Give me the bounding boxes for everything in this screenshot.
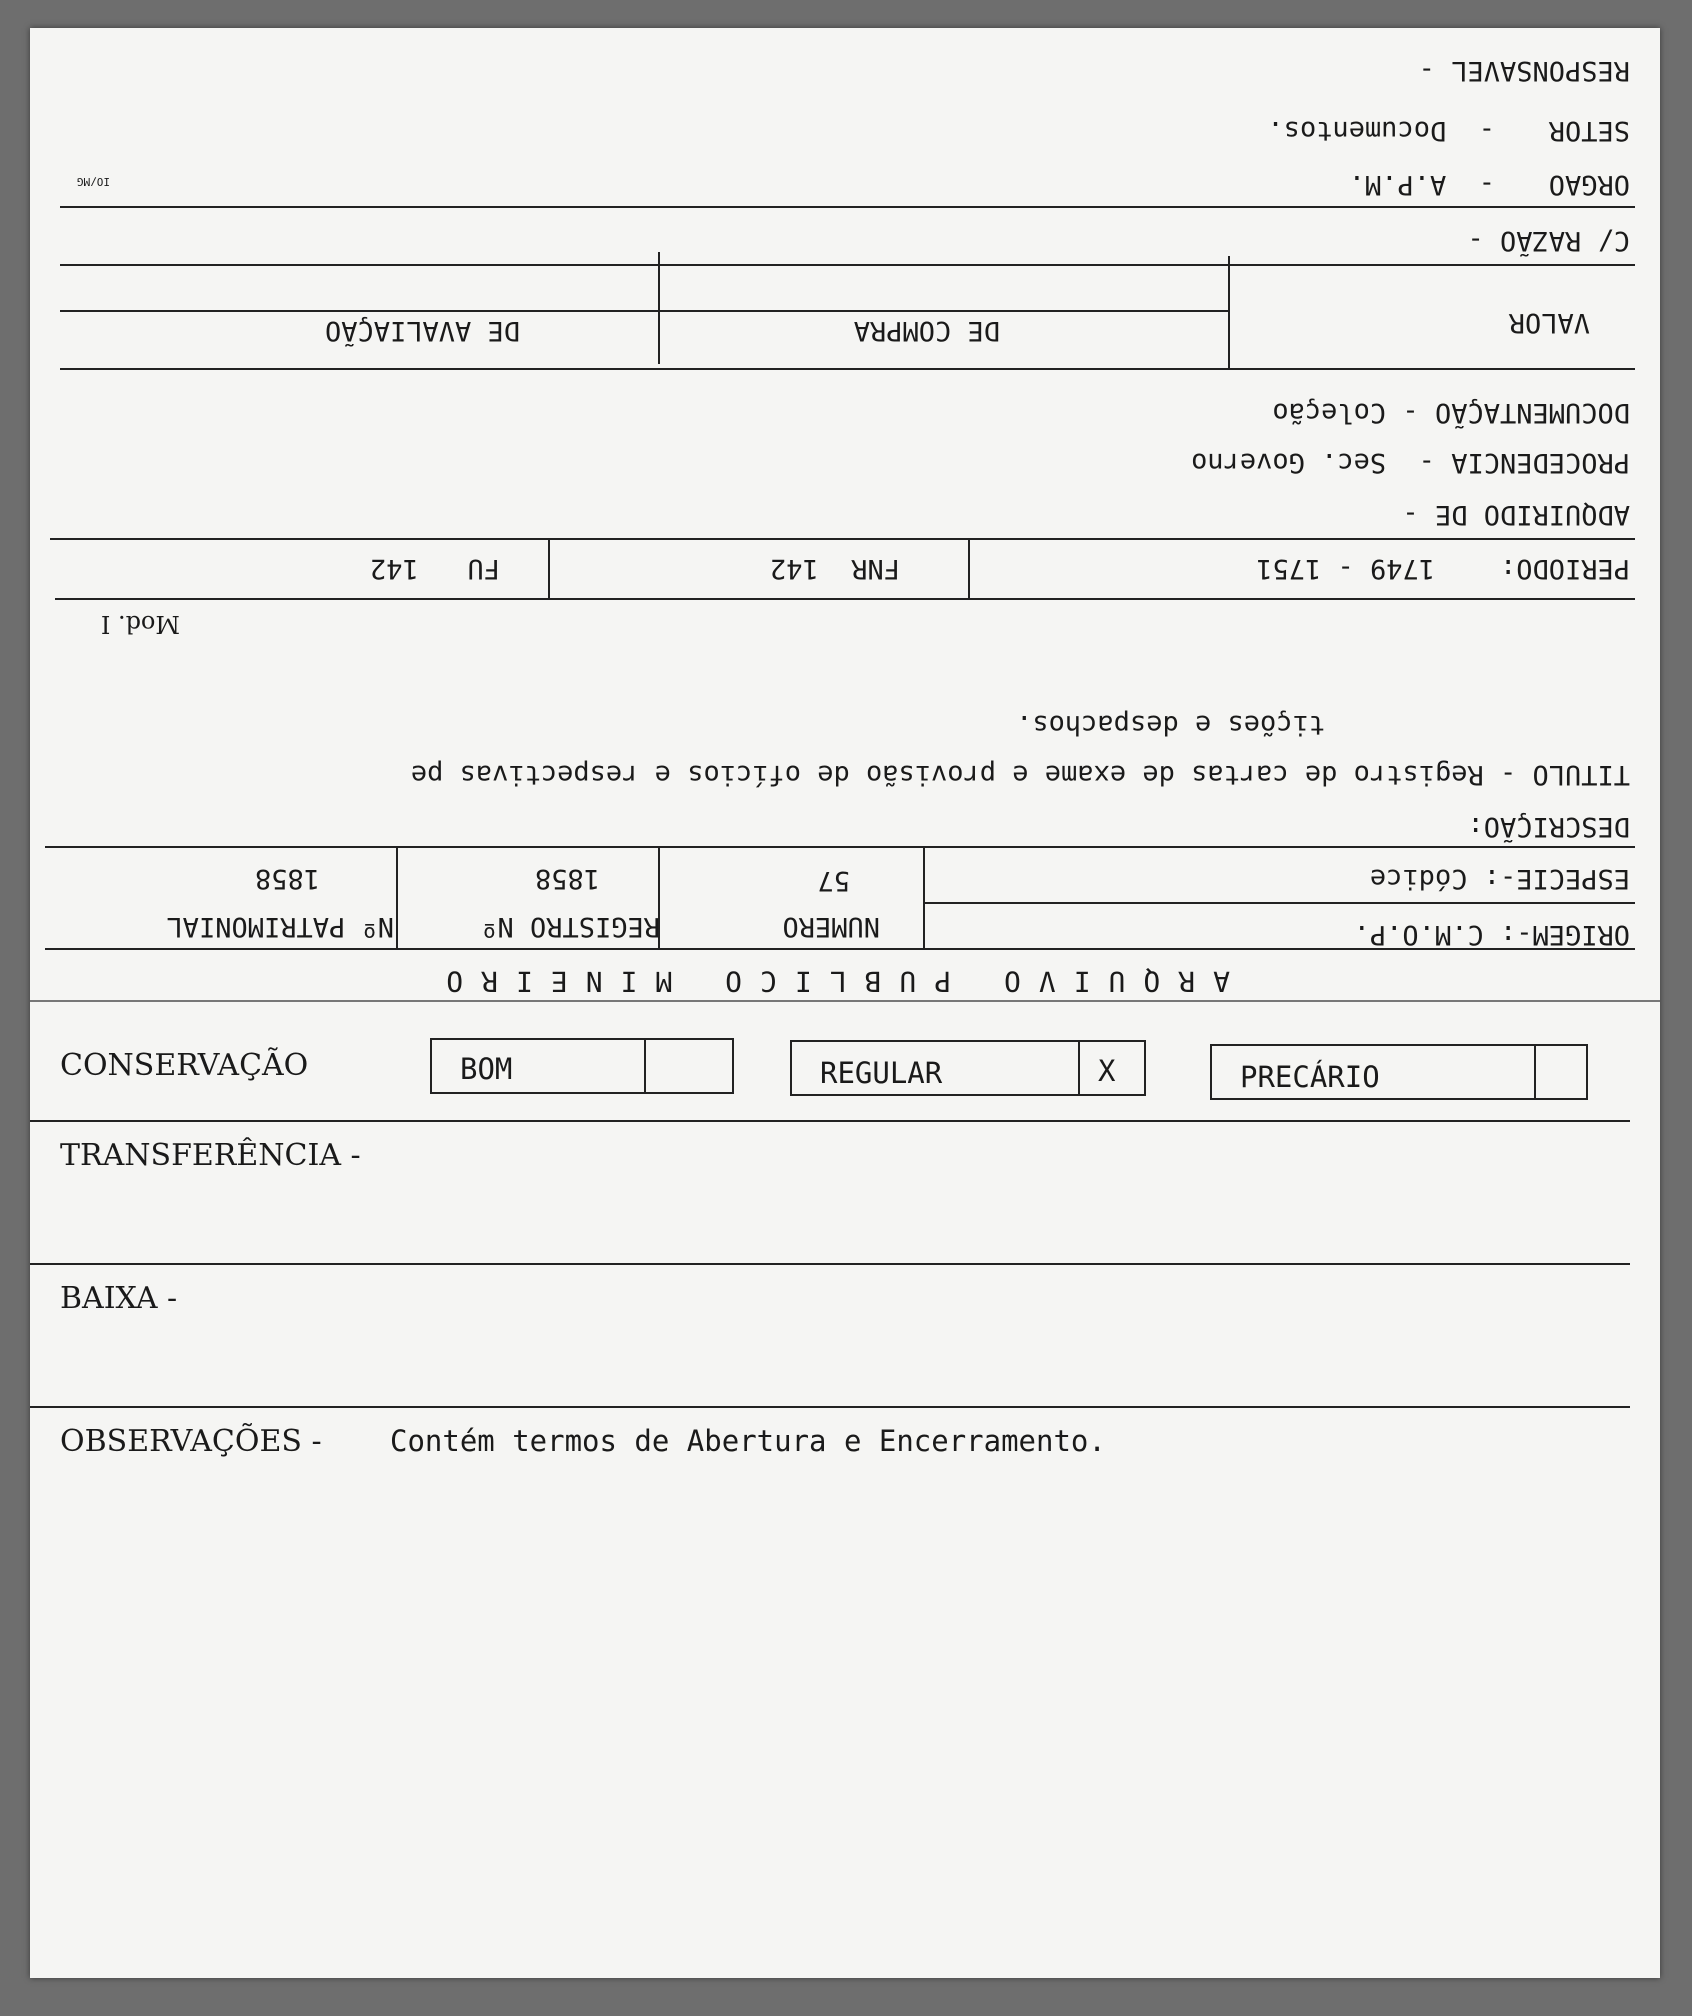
regular-label: REGULAR bbox=[820, 1056, 943, 1090]
conservation-section bbox=[30, 1008, 1660, 1978]
model-number: Mod. I bbox=[100, 610, 180, 638]
conservacao-label: CONSERVAÇÃO bbox=[60, 1048, 309, 1083]
regular-checkbox bbox=[1078, 1042, 1080, 1094]
baixa-label: BAIXA - bbox=[60, 1281, 178, 1316]
divider bbox=[968, 538, 970, 600]
valor-label: VALOR bbox=[1508, 307, 1590, 338]
registro-label: REGISTRO Nº bbox=[481, 911, 660, 942]
observacoes-value: Contém termos de Abertura e Encerramento. bbox=[390, 1424, 1106, 1458]
adquirido-field: ADQUIRIDO DE - bbox=[1402, 499, 1630, 530]
bom-box bbox=[430, 1038, 734, 1094]
fnr-field: FNR 142 bbox=[769, 553, 900, 584]
divider bbox=[60, 368, 1635, 370]
setor-value: - Documentos. bbox=[1267, 115, 1495, 146]
registro-value: 1858 bbox=[534, 863, 600, 894]
fu-field: FU 142 bbox=[369, 553, 500, 584]
divider bbox=[30, 1263, 1630, 1265]
razao-label: C/ RAZÃO - bbox=[1467, 225, 1630, 256]
orgao-label: ORGAO bbox=[1548, 169, 1630, 200]
descricao-label: DESCRIÇÃO: bbox=[1467, 811, 1630, 842]
divider bbox=[60, 206, 1635, 208]
divider bbox=[60, 310, 1230, 312]
numero-value: 57 bbox=[817, 865, 850, 896]
orgao-value: - A.P.M. bbox=[1348, 169, 1495, 200]
titulo-line-2: tições e despachos. bbox=[1016, 709, 1325, 740]
regular-mark: X bbox=[1098, 1054, 1116, 1088]
especie-field: ESPECIE-: Códice bbox=[1369, 863, 1630, 894]
bom-label: BOM bbox=[460, 1052, 513, 1086]
patrimonial-label: Nº PATRIMONIAL bbox=[166, 911, 394, 942]
divider bbox=[60, 264, 1635, 266]
divider bbox=[1228, 256, 1230, 370]
divider bbox=[45, 846, 1635, 848]
origem-field: ORIGEM-: C.M.O.P. bbox=[1353, 919, 1630, 950]
patrimonial-value: 1858 bbox=[254, 863, 320, 894]
divider bbox=[925, 902, 1635, 904]
divider bbox=[45, 948, 1635, 950]
divider bbox=[923, 848, 925, 948]
precario-checkbox bbox=[1534, 1046, 1536, 1098]
precario-box bbox=[1210, 1044, 1588, 1100]
procedencia-field: PROCEDENCIA - Sec. Governo bbox=[1191, 447, 1630, 478]
record-card bbox=[30, 28, 1660, 1978]
setor-label: SETOR bbox=[1548, 115, 1630, 146]
bom-checkbox bbox=[644, 1040, 646, 1092]
periodo-label: PERIODO: bbox=[1499, 553, 1630, 584]
divider bbox=[55, 598, 1635, 600]
divider bbox=[50, 538, 1635, 540]
divider bbox=[30, 1120, 1630, 1122]
archive-title: ARQUIVO PUBLICO MINEIRO bbox=[428, 965, 1230, 998]
documentacao-field: DOCUMENTAÇÃO - Coleção bbox=[1272, 397, 1630, 428]
numero-label: NUMERO bbox=[782, 911, 880, 942]
divider bbox=[396, 848, 398, 948]
titulo-line-1: TITULO - Registro de cartas de exame e provisão de ofícios e respectivas pe bbox=[410, 759, 1630, 790]
responsavel-label: RESPONSAVEL - bbox=[1418, 55, 1630, 86]
regular-box bbox=[790, 1040, 1146, 1096]
inverted-form-section bbox=[30, 28, 1660, 1008]
observacoes-label: OBSERVAÇÕES - bbox=[60, 1424, 322, 1459]
valor-avaliacao: DE AVALIAÇÃO bbox=[324, 315, 520, 346]
divider bbox=[548, 538, 550, 600]
form-code: IO/MG bbox=[76, 175, 110, 188]
fold-line bbox=[30, 1000, 1660, 1002]
divider bbox=[30, 1406, 1630, 1408]
transferencia-label: TRANSFERÊNCIA - bbox=[60, 1138, 361, 1173]
precario-label: PRECÁRIO bbox=[1240, 1060, 1380, 1094]
periodo-value: 1749 - 1751 bbox=[1256, 553, 1435, 584]
divider bbox=[658, 252, 660, 364]
valor-compra: DE COMPRA bbox=[853, 315, 1000, 346]
